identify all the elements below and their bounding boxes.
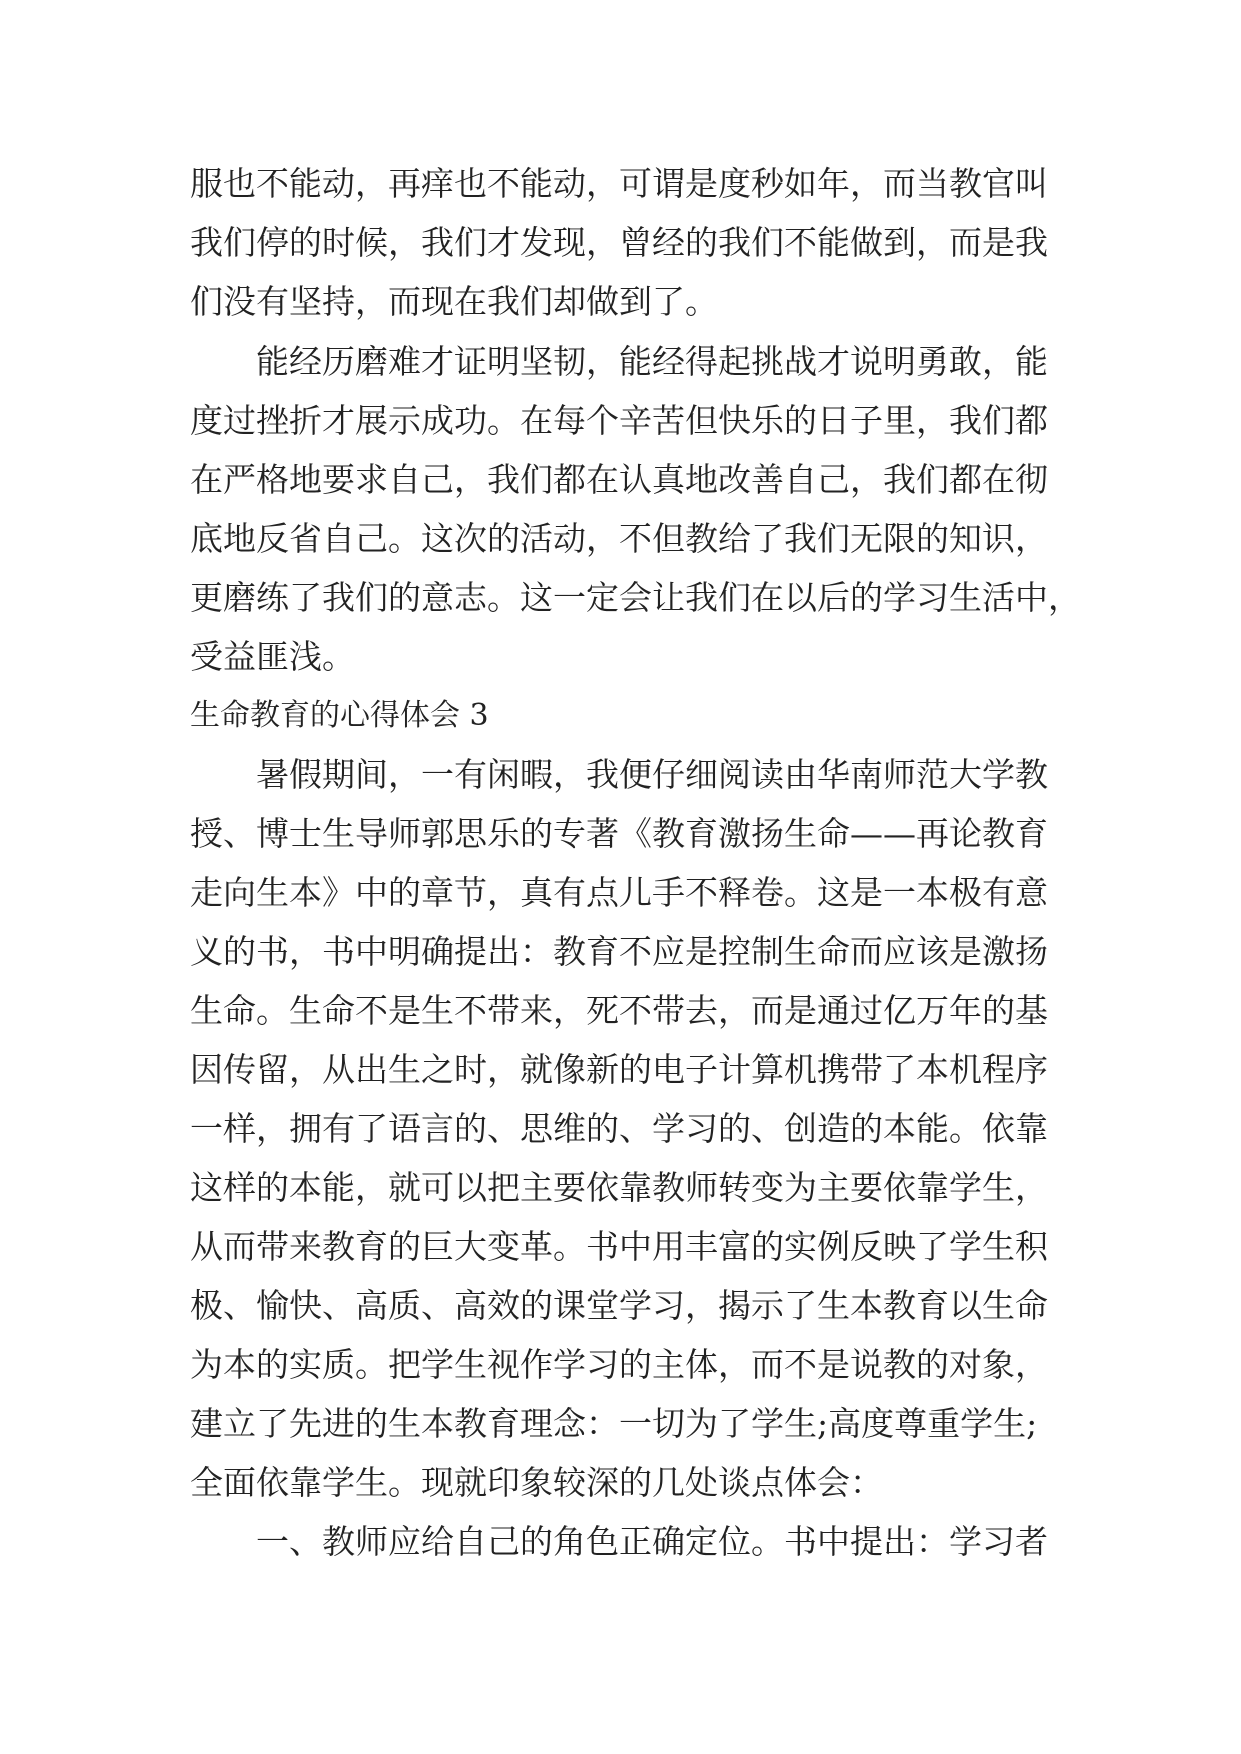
text-line: 全面依靠学生。现就印象较深的几处谈点体会： xyxy=(190,1463,883,1502)
text-line: 为本的实质。把学生视作学习的主体，而不是说教的对象， xyxy=(190,1345,1048,1384)
text-line: 从而带来教育的巨大变革。书中用丰富的实例反映了学生积 xyxy=(190,1227,1048,1266)
text-line: 在严格地要求自己，我们都在认真地改善自己，我们都在彻 xyxy=(190,460,1048,499)
text-line: 一样，拥有了语言的、思维的、学习的、创造的本能。依靠 xyxy=(190,1109,1048,1148)
text-line: 因传留，从出生之时，就像新的电子计算机携带了本机程序 xyxy=(190,1050,1048,1089)
text-line: 生命。生命不是生不带来，死不带去，而是通过亿万年的基 xyxy=(190,991,1048,1030)
text-line: 能经历磨难才证明坚韧，能经得起挑战才说明勇敢，能 xyxy=(256,342,1048,381)
text-line: 这样的本能，就可以把主要依靠教师转变为主要依靠学生， xyxy=(190,1168,1048,1207)
text-line: 们没有坚持，而现在我们却做到了。 xyxy=(190,282,718,321)
text-line: 底地反省自己。这次的活动，不但教给了我们无限的知识， xyxy=(190,519,1048,558)
text-line: 极、愉快、高质、高效的课堂学习，揭示了生本教育以生命 xyxy=(190,1286,1048,1325)
text-line: 更磨练了我们的意志。这一定会让我们在以后的学习生活中， xyxy=(190,578,1081,617)
text-line: 暑假期间，一有闲暇，我便仔细阅读由华南师范大学教 xyxy=(256,755,1048,794)
text-line: 授、博士生导师郭思乐的专著《教育激扬生命——再论教育 xyxy=(190,814,1048,853)
text-line: 建立了先进的生本教育理念：一切为了学生;高度尊重学生; xyxy=(190,1404,1038,1443)
section-heading: 生命教育的心得体会 3 xyxy=(190,698,489,733)
text-line: 度过挫折才展示成功。在每个辛苦但快乐的日子里，我们都 xyxy=(190,401,1048,440)
text-line: 义的书，书中明确提出：教育不应是控制生命而应该是激扬 xyxy=(190,932,1048,971)
text-line: 我们停的时候，我们才发现，曾经的我们不能做到，而是我 xyxy=(190,223,1048,262)
text-line: 一、教师应给自己的角色正确定位。书中提出：学习者 xyxy=(256,1522,1048,1561)
text-line: 走向生本》中的章节，真有点儿手不释卷。这是一本极有意 xyxy=(190,873,1048,912)
text-line: 受益匪浅。 xyxy=(190,637,355,676)
text-line: 服也不能动，再痒也不能动，可谓是度秒如年，而当教官叫 xyxy=(190,164,1048,203)
